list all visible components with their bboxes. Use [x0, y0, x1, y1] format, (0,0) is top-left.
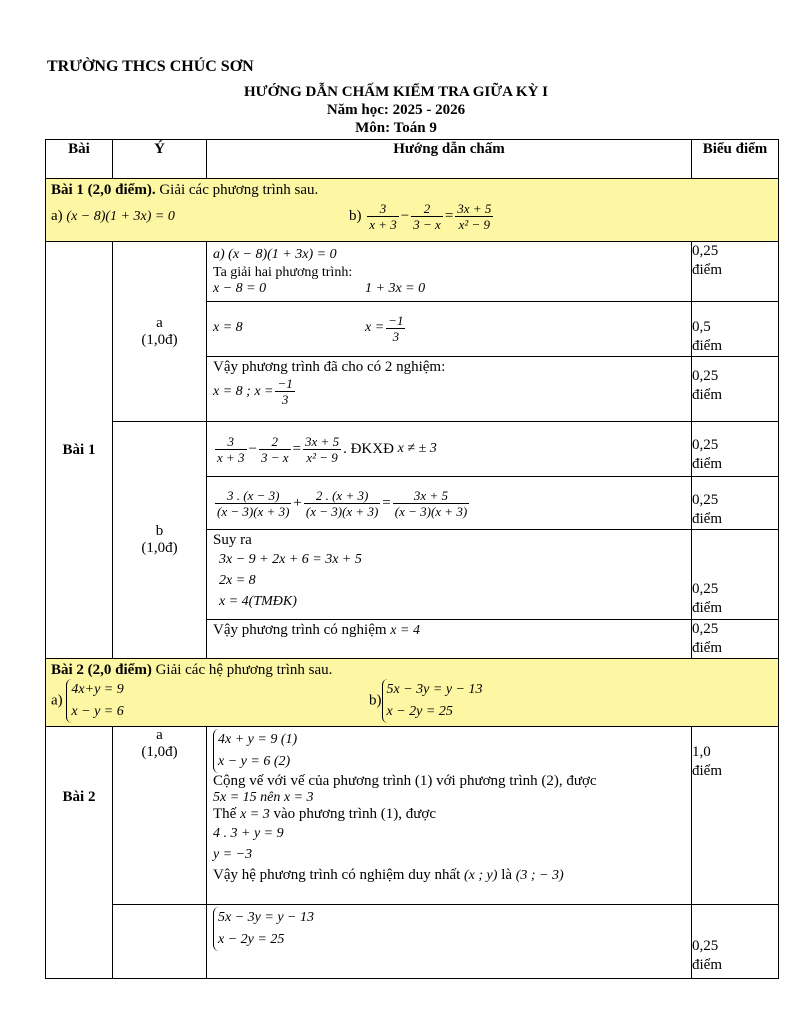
eq: 3x − 9 + 2x + 6 = 3x + 5	[219, 552, 362, 567]
eq: x = 4	[390, 623, 420, 638]
bai2-a-row	[46, 727, 779, 905]
col-header-bai: Bài	[46, 140, 113, 179]
score-cell: 0,5 điểm	[692, 302, 779, 357]
col-header-y: Ý	[113, 140, 207, 179]
bai1-a-step1-text: Ta giải hai phương trình:	[213, 265, 353, 280]
eq: x = 8	[213, 320, 243, 335]
bai2-prompt: Giải các hệ phương trình sau.	[155, 662, 333, 678]
score-cell: 0,25 điểm	[692, 530, 779, 620]
eq: x =	[365, 320, 385, 335]
col-header-score: Biểu điểm	[692, 140, 779, 179]
eq: 4 . 3 + y = 9	[213, 826, 284, 841]
score-cell: 0,25 điểm	[692, 422, 779, 477]
bai1-b-step2-row: $\frac{3 . (x - 3)}{(x - 3)(x + 3)}$ + $\frac{2 . (x + 3)}{(x - 3)(x + 3)}$ = $\frac{3x + 5}{(x - 3)(x + 3)}$ 0,25 điểm	[46, 477, 779, 530]
bai2-qb-prefix: b)	[369, 692, 382, 709]
frac: $\frac{2 . (x + 3)}{(x - 3)(x + 3)}$	[305, 487, 379, 519]
frac: $\frac{2}{3 - x}$	[413, 201, 441, 232]
bai2-a-text2: Thế x = 3 vào phương trình (1), được	[213, 806, 437, 822]
document-title: HƯỚNG DẪN CHẤM KIỂM TRA GIỮA KỲ I	[243, 84, 549, 100]
frac: $\frac{-1}{3}$	[388, 312, 404, 344]
subject: Môn: Toán 9	[355, 120, 437, 136]
frac: $\frac{2}{3 - x}$	[261, 433, 289, 465]
frac: $\frac{3x + 5}{\text{x² − 9}}$	[457, 201, 492, 232]
frac: $\frac{3 . (x - 3)}{(x - 3)(x + 3)}$	[217, 487, 290, 519]
score-cell: 0,25 điểm	[692, 620, 779, 659]
bai2-a-text1: Cộng vế với vế của phương trình (1) với phương trình (2), được	[213, 773, 597, 789]
bai2-qa-prefix: a)	[51, 692, 63, 709]
bai1-a-step1-row	[46, 242, 779, 302]
bai1-qa-expr: (x − 8)(1 + 3x) = 0	[66, 209, 175, 224]
frac: $\frac{3x + 5}{\text{x² − 9}}$	[305, 433, 340, 465]
bai2-a-text3: Vậy hệ phương trình có nghiệm duy nhất (x ; y) là (3 ; − 3)	[213, 867, 564, 883]
bai2-label: Bài 2	[46, 727, 113, 979]
frac: $\frac{3}{x + 3}$	[369, 201, 397, 232]
bai1-prompt: Giải các phương trình sau.	[159, 182, 319, 198]
system-brace: 5x − 3y = y − 13 x − 2y = 25	[382, 679, 483, 723]
bai2-part-a: a (1,0đ)	[113, 727, 207, 905]
bai2-question-row	[46, 659, 779, 727]
bai1-b-cond-expr: x ≠ ± 3	[397, 441, 437, 456]
bai1-part-a: a (1,0đ)	[113, 242, 207, 422]
bai1-title: Bài 1 (2,0 điểm).	[51, 182, 156, 198]
bai1-part-b: b (1,0đ)	[113, 422, 207, 659]
score-cell: 0,25 điểm	[692, 242, 779, 302]
frac: $\frac{3x + 5}{(x - 3)(x + 3)}$	[394, 487, 468, 519]
system-brace: 4x+y = 9 x − y = 6	[66, 679, 123, 723]
school-name: TRƯỜNG THCS CHÚC SƠN	[47, 58, 254, 75]
system-brace: 4x + y = 9 (1) x − y = 6 (2)	[213, 729, 297, 773]
grading-table	[45, 139, 779, 979]
eq: x = 4(TMĐK)	[219, 594, 297, 609]
eq: 2x = 8	[219, 573, 256, 588]
bai1-b-step1-row: b (1,0đ) $\frac{3}{x + 3}$ − $\frac{2}{3 - x}$ = $\frac{3x + 5}{\text{x² − 9}}$ . ĐKXĐ x ≠ ± 3 0,25 điểm	[46, 422, 779, 477]
bai2-b-row	[46, 905, 779, 979]
bai1-question-row: Bài 1 (2,0 điểm). Giải các phương trình sau. a) (x − 8)(1 + 3x) = 0 b) $\frac{3}{x + 3}$ − $\frac{2}{3 - x}$ = $\frac{3x + 5}{\text{x² − 9}}$	[46, 179, 779, 242]
score-cell: 0,25 điểm	[692, 357, 779, 422]
col-header-guide: Hướng dẫn chấm	[207, 140, 692, 179]
bai1-b-cond: . ĐKXĐ	[343, 440, 394, 457]
frac: $\frac{-1}{3}$	[277, 376, 293, 407]
bai2-part-b	[113, 905, 207, 979]
frac: $\frac{3}{x + 3}$	[217, 433, 245, 465]
bai1-label: Bài 1	[46, 242, 113, 659]
bai1-a-step1-expr: a) (x − 8)(1 + 3x) = 0	[213, 247, 337, 262]
bai2-title: Bài 2 (2,0 điểm)	[51, 662, 152, 678]
eq: 5x = 15 nên x = 3	[213, 790, 314, 805]
score-cell: 0,25 điểm	[692, 905, 779, 979]
score-cell: 0,25 điểm	[692, 477, 779, 530]
bai1-qa-prefix: a)	[51, 208, 63, 224]
bai1-qb-prefix: b)	[349, 207, 362, 224]
eq: 1 + 3x = 0	[365, 281, 426, 296]
eq: x = 8 ; x =	[213, 383, 274, 399]
bai1-a-step3-text: Vậy phương trình đã cho có 2 nghiệm:	[213, 359, 446, 375]
bai1-b-step4-text: Vậy phương trình có nghiệm	[213, 622, 387, 638]
eq: y = −3	[213, 847, 253, 862]
score-cell: 1,0 điểm	[692, 727, 779, 905]
system-brace: 5x − 3y = y − 13 x − 2y = 25	[213, 907, 314, 951]
bai1-b-step3-text: Suy ra	[213, 532, 252, 548]
school-year: Năm học: 2025 - 2026	[326, 102, 466, 118]
table-header-row	[46, 140, 779, 179]
eq: x − 8 = 0	[213, 281, 267, 296]
